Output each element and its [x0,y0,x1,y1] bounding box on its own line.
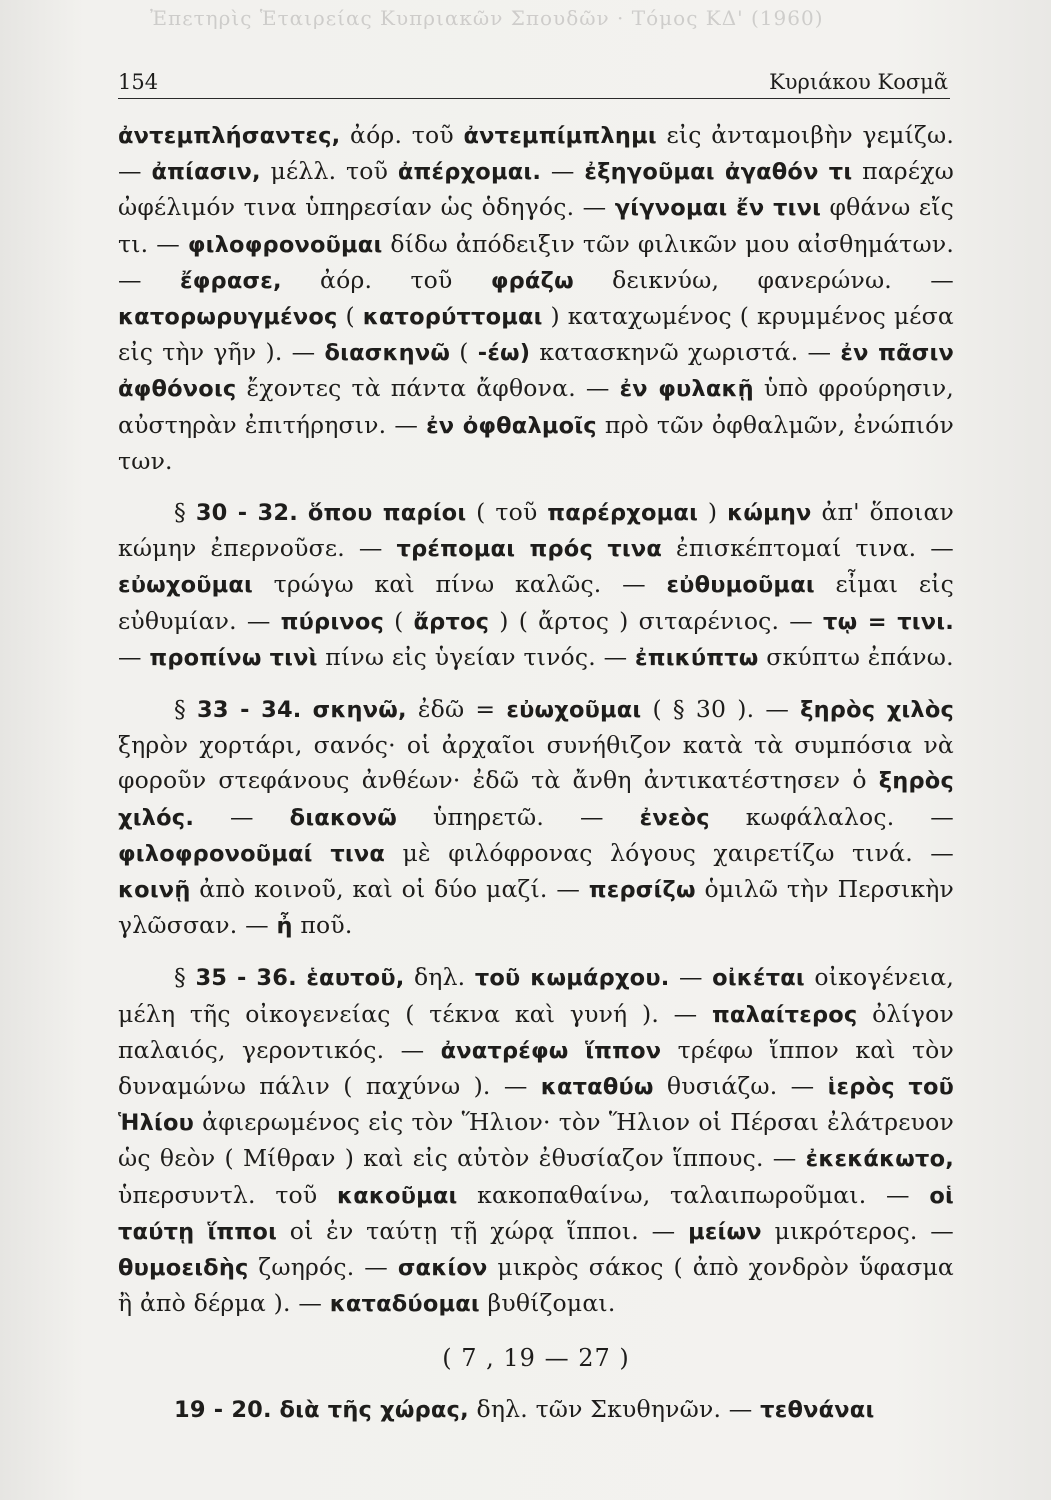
lemma: κώμην [727,500,812,527]
gloss-text: δεικνύω, φανερώνω. — [573,265,954,294]
gloss-text: ) ( ἄρτος ) σιταρένιος. — [489,606,824,635]
lemma: ἐκεκάκωτο, [805,1146,954,1173]
lemma: ἐν φυλακῇ [619,376,754,403]
lemma: διασκηνῶ [324,340,451,367]
lemma: τρέπομαι πρός τινα [396,536,663,563]
gloss-text: ( τοῦ [466,498,548,527]
lemma: ἀντεμπλήσαντες, [118,123,341,149]
gloss-text: ἀόρ. τοῦ [281,265,491,294]
lemma: παρέρχομαι [547,500,699,527]
gloss-text: — [669,963,713,992]
lemma: εὐθυμοῦμαι [666,572,815,599]
gloss-text: μὲ φιλόφρονας λόγους χαιρετίζω τινά. — [385,838,954,867]
gloss-text: θυσιάζω. — [653,1072,828,1101]
lemma: ἐνεὸς [639,804,710,831]
lemma: κακοῦμαι [337,1182,458,1209]
lemma: πύρινος [280,608,385,635]
gloss-text: ἐδῶ = [406,695,507,724]
gloss-text: τρώγω καὶ πίνω καλῶς. — [253,570,667,599]
lemma: φράζω [490,267,574,294]
lemma: ἐν ὀφθαλμοῖς [426,412,597,439]
gloss-text: ἔχοντες τὰ πάντα ἄφθονα. — [236,374,620,403]
gloss-text: ἀπὸ κοινοῦ, καὶ οἱ δύο μαζί. — [190,875,589,904]
lemma: ἀπέρχομαι. [397,159,542,186]
lemma: εὐωχοῦμαι [506,697,642,724]
lemma: -έω) [477,340,531,367]
paragraph-section-35-36 [118,960,954,1322]
lemma: κατορωρυγμένος [118,304,338,331]
gloss-text: δηλ. [404,963,475,992]
gloss-text: ἐπισκέπτομαί τινα. — [662,534,955,563]
lemma: ἔφρασε, [180,267,282,294]
lemma: ἀνατρέφω ἵππον [440,1037,662,1064]
gloss-text [302,695,313,723]
lemma: ξηρὸς χιλός. [118,768,954,831]
lemma: ξηρὸς χιλὸς [800,697,955,724]
gloss-text: φθάνω εἴς τι. — [118,193,954,258]
gloss-text: ὑπὸ φρούρησιν, αὐστηρὰν ἐπιτήρησιν. — [118,374,954,439]
lemma: ἱερὸς τοῦ Ἡλίου [118,1074,954,1137]
lemma: ἑαυτοῦ, [306,965,405,992]
gloss-text: ὑπηρετῶ. — [397,802,640,831]
gloss-text: οἱ ἐν ταύτῃ τῇ χώρᾳ ἵπποι. — [277,1216,689,1245]
gloss-text: ( § 30 ). — [641,695,801,724]
gloss-text: εἶμαι εἰς εὐθυμίαν. — [118,570,954,635]
lemma: κοινῇ [118,877,191,904]
page-number: 154 [118,70,159,94]
gloss-text: ἀόρ. τοῦ [340,121,464,149]
gloss-text: δηλ. τῶν Σκυθηνῶν. — [468,1394,761,1423]
gloss-text: κατασκηνῶ χωριστά. — [530,338,841,367]
gloss-text: ἀφιερωμένος εἰς τὸν Ἥλιον· τὸν Ἥλιον οἱ Πέρσαι ἐλάτρευον ὡς θεὸν ( Μίθραν ) καὶ εἰς αὐτὸν ἐθυσίαζον ἵππους. — [118,1108,954,1173]
lemma: μείων [688,1218,762,1245]
gloss-text: ὀλίγον παλαιός, γεροντικός. — [118,999,955,1064]
chapter-reference: ( 7 , 19 — 27 ) [442,1343,630,1372]
lemma: 35 - 36. [195,965,297,992]
gloss-text: ( [450,338,478,367]
gloss-text: σκύπτω ἐπάνω. [758,642,954,671]
lemma: φιλοφρονοῦμαί τινα [118,840,386,867]
lemma: ἀντεμπίμπλημι [463,123,657,149]
lemma: παλαίτερος [711,1001,858,1028]
gloss-text: — [194,802,290,831]
paragraph-section-19-20 [118,1392,954,1428]
lemma: διακονῶ [289,804,398,831]
lemma: ἐν πᾶσιν ἀφθόνοις [118,340,954,403]
gloss-text: μέλλ. τοῦ [260,157,398,186]
lemma: ἄρτος [413,608,490,635]
gloss-text: ( [384,606,414,635]
lemma: οἰκέται [712,965,805,992]
gloss-text: ξηρὸν χορτάρι, σανός· οἱ ἀρχαῖοι συνήθιζον κατὰ τὰ συμπόσια νὰ φοροῦν στεφάνους ἀνθέων· ἐδῶ τὰ ἄνθη ἀντικατέστησεν ὁ [118,731,954,795]
gloss-text: ἀπ' ὅποιαν κώμην ἐπερνοῦσε. — [118,498,954,563]
gloss-text: § [174,498,196,527]
lemma: κατορύττομαι [362,304,543,331]
gloss-text: μικρότερος. — [761,1216,954,1245]
gloss-text: ποῦ. [292,911,353,940]
paragraph-glossary-intro [118,118,954,479]
gloss-text: ) καταχωμένος ( κρυμμένος μέσα εἰς τὴν γῆν ). — [118,302,954,367]
lemma: εὐωχοῦμαι [118,572,254,599]
lemma: 19 - 20. [174,1396,272,1423]
gloss-text: — [541,157,585,186]
lemma: ἐπικύπτω [634,644,759,671]
gloss-text [297,963,306,991]
gloss-text: ) [698,498,728,527]
lemma: καταδύομαι [329,1291,480,1318]
lemma: φιλοφρονοῦμαι [187,231,383,258]
lemma: 33 - 34. [197,697,302,724]
gloss-text: — [118,642,150,671]
gloss-text: τρέφω ἵππον καὶ τὸν δυναμώνω πάλιν ( παχύνω ). — [118,1035,955,1101]
gloss-text: ὁμιλῶ τὴν Περσικὴν γλῶσσαν. — [118,875,955,940]
gloss-text: κακοπαθαίνω, ταλαιπωροῦμαι. — [457,1180,930,1209]
gloss-text: πίνω εἰς ὑγείαν τινός. — [317,642,635,671]
lemma: ἀπίασιν, [151,159,261,186]
lemma: καταθύω [540,1074,654,1101]
lemma: διὰ τῆς χώρας, [279,1396,469,1423]
gloss-text: οἰκογένεια, μέλη τῆς οἰκογενείας ( τέκνα καὶ γυνή ). — [118,963,954,1028]
paragraph-section-30-32 [118,495,954,676]
lemma: τεθνάναι [760,1396,875,1423]
gloss-text: βυθίζομαι. [479,1289,616,1318]
gloss-text: κωφάλαλος. — [709,802,955,831]
lemma: σακίον [397,1255,488,1282]
gloss-text: δίδω ἀπόδειξιν τῶν φιλικῶν μου αἰσθημάτων. — [118,229,954,294]
lemma: ὅπου παρίοι [307,500,467,527]
gloss-text: § [174,695,198,724]
gloss-text: πρὸ τῶν ὀφθαλμῶν, ἐνώπιόν των. [118,410,955,475]
lemma: γίγνομαι ἔν τινι [614,195,822,222]
gloss-text: ζωηρός. — [248,1253,398,1282]
running-head-author: Κυριάκου Κοσμᾶ [769,70,948,94]
bleed-through-text: Ἐπετηρὶς Ἑταιρείας Κυπριακῶν Σπουδῶν · Τόμος ΚΔ' (1960) [150,6,824,30]
gloss-text: ( [337,302,363,331]
lemma: ἦ [276,913,293,940]
running-header [118,62,950,99]
lemma: σκηνῶ, [312,697,407,724]
lemma: οἱ ταύτῃ ἵπποι [118,1182,954,1245]
lemma: τοῦ κωμάρχου. [474,965,670,992]
commentary-body [118,118,954,1428]
lemma: τῳ = τινι. [823,608,954,635]
paragraph-section-33-34 [118,692,954,944]
gloss-text: § [174,963,196,992]
gloss-text: μικρὸς σάκος ( ἀπὸ χονδρὸν ὕφασμα ἢ ἀπὸ δέρμα ). — [118,1253,954,1318]
gloss-text: ὑπερσυντλ. τοῦ [118,1180,338,1209]
gloss-text: παρέχω ὠφέλιμόν τινα ὑπηρεσίαν ὡς ὁδηγός. — [118,157,954,222]
gloss-text: εἰς ἀνταμοιβὴν γεμίζω. — [118,121,954,186]
lemma: θυμοειδὴς [118,1255,249,1282]
lemma: 30 - 32. [195,500,298,527]
gloss-text [298,498,308,526]
lemma: ἐξηγοῦμαι ἀγαθόν τι [584,159,853,186]
lemma: προπίνω τινὶ [149,644,318,671]
lemma: περσίζω [588,877,696,904]
